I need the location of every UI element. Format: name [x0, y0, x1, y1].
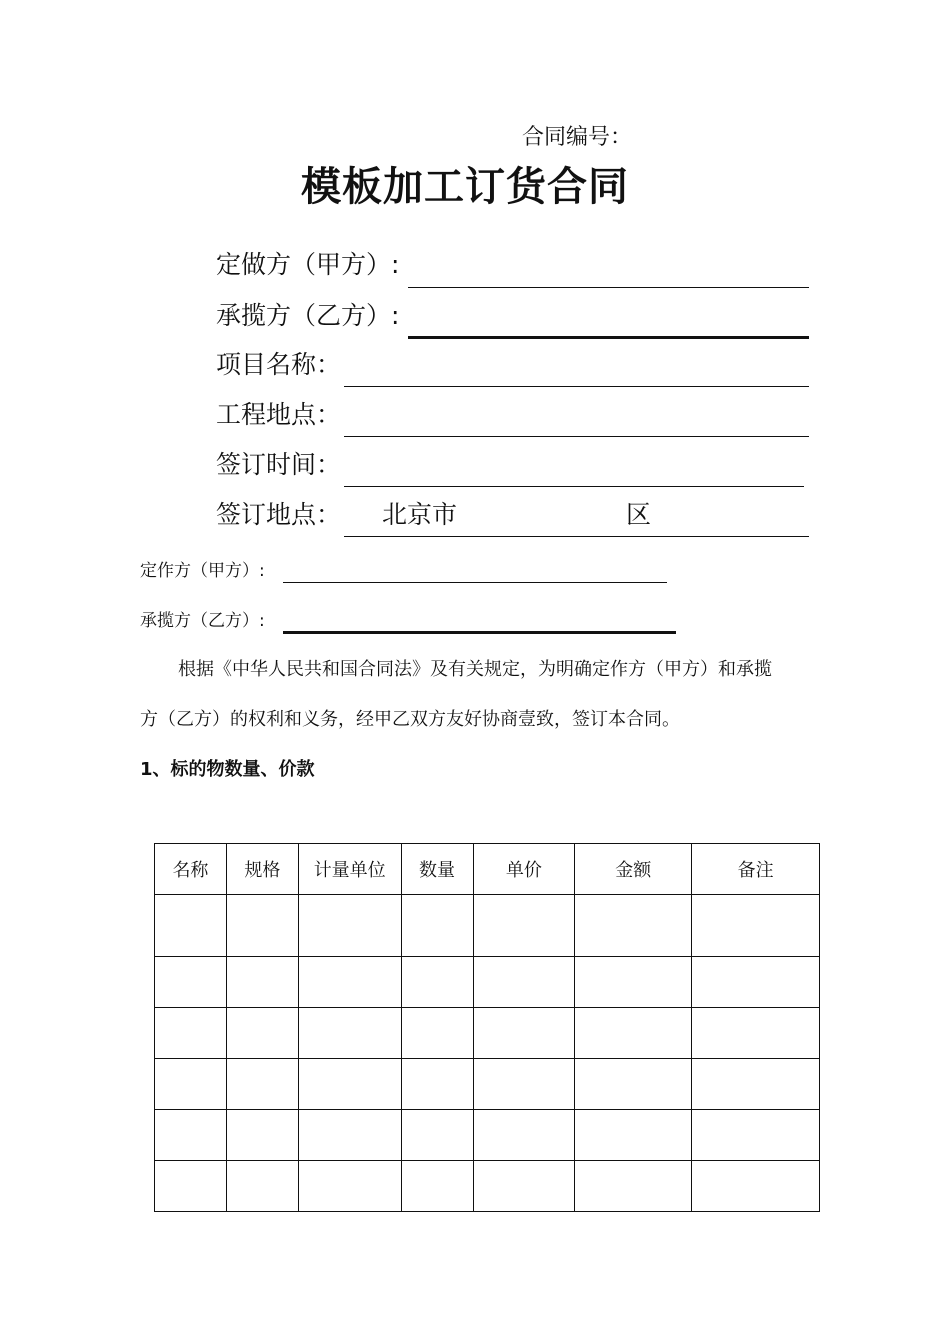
table-cell[interactable]: [226, 1059, 298, 1110]
table-cell[interactable]: [401, 1110, 473, 1161]
table-cell[interactable]: [575, 1059, 692, 1110]
field-label-site: 工程地点：: [216, 400, 342, 429]
intro-line-2: 方（乙方）的权利和义务，经甲乙双方友好协商壹致，签订本合同。: [140, 709, 680, 730]
table-header-row: [155, 844, 820, 895]
table-row: [155, 895, 820, 957]
table-cell[interactable]: [155, 895, 227, 957]
page-title: [0, 155, 950, 212]
table-cell[interactable]: [401, 1059, 473, 1110]
table-cell[interactable]: [155, 1008, 227, 1059]
table-row: [155, 957, 820, 1008]
table-header-quantity: 数量: [401, 844, 473, 895]
field-line-sign-place[interactable]: [344, 536, 809, 537]
table-cell[interactable]: [473, 895, 575, 957]
table-cell[interactable]: [473, 1008, 575, 1059]
table-cell[interactable]: [401, 1161, 473, 1212]
table-cell[interactable]: [692, 957, 820, 1008]
field-label-project-name: 项目名称：: [216, 350, 342, 379]
field-line-party-b[interactable]: [408, 336, 809, 339]
field-label-sign-date: 签订时间：: [216, 450, 342, 479]
table-cell[interactable]: [692, 1110, 820, 1161]
table-row: [155, 1110, 820, 1161]
field-line-sign-date[interactable]: [344, 486, 804, 487]
table-cell[interactable]: [575, 1161, 692, 1212]
table-header-amount: 金额: [575, 844, 692, 895]
field-line-site[interactable]: [344, 436, 809, 437]
table-cell[interactable]: [692, 1008, 820, 1059]
party-a-line[interactable]: [283, 582, 667, 583]
table-cell[interactable]: [298, 895, 401, 957]
sign-place-city: 北京市: [382, 500, 458, 529]
table-header-remarks: 备注: [692, 844, 820, 895]
table-cell[interactable]: [575, 895, 692, 957]
table-header-spec: 规格: [226, 844, 298, 895]
items-table: [154, 843, 820, 1212]
intro-line-1: 根据《中华人民共和国合同法》及有关规定，为明确定作方（甲方）和承揽: [178, 659, 772, 680]
table-cell[interactable]: [226, 1161, 298, 1212]
party-b-line[interactable]: [283, 631, 676, 634]
table-row: [155, 1161, 820, 1212]
sign-place-district: 区: [626, 500, 652, 529]
table-header-unit: 计量单位: [298, 844, 401, 895]
table-cell[interactable]: [575, 1008, 692, 1059]
field-label-party-b: 承揽方（乙方）:: [216, 301, 400, 330]
field-label-party-a: 定做方（甲方）:: [216, 250, 400, 279]
party-b-label: 承揽方（乙方）:: [140, 611, 265, 631]
table-cell[interactable]: [226, 957, 298, 1008]
table-cell[interactable]: [298, 1110, 401, 1161]
table-cell[interactable]: [473, 1161, 575, 1212]
table-cell[interactable]: [155, 957, 227, 1008]
table-cell[interactable]: [401, 895, 473, 957]
table-cell[interactable]: [575, 1110, 692, 1161]
table-cell[interactable]: [226, 1110, 298, 1161]
table-header-unit-price: 单价: [473, 844, 575, 895]
contract-number-label: 合同编号：: [522, 125, 633, 150]
table-header-name: 名称: [155, 844, 227, 895]
table-cell[interactable]: [298, 957, 401, 1008]
table-cell[interactable]: [692, 895, 820, 957]
table-cell[interactable]: [155, 1059, 227, 1110]
field-line-party-a[interactable]: [408, 287, 809, 288]
table-cell[interactable]: [298, 1161, 401, 1212]
table-cell[interactable]: [473, 1110, 575, 1161]
table-cell[interactable]: [298, 1059, 401, 1110]
field-label-sign-place: 签订地点：: [216, 500, 342, 529]
table-cell[interactable]: [298, 1008, 401, 1059]
table-cell[interactable]: [473, 1059, 575, 1110]
table-cell[interactable]: [401, 957, 473, 1008]
table-row: [155, 1008, 820, 1059]
table-row: [155, 1059, 820, 1110]
table-cell[interactable]: [692, 1161, 820, 1212]
table-cell[interactable]: [575, 957, 692, 1008]
table-cell[interactable]: [155, 1110, 227, 1161]
page-title-text: 模板加工订货合同: [301, 164, 629, 210]
table-cell[interactable]: [226, 895, 298, 957]
table-cell[interactable]: [692, 1059, 820, 1110]
party-a-label: 定作方（甲方）:: [140, 561, 265, 581]
table-cell[interactable]: [226, 1008, 298, 1059]
table-cell[interactable]: [473, 957, 575, 1008]
table-cell[interactable]: [155, 1161, 227, 1212]
field-line-project-name[interactable]: [344, 386, 809, 387]
section-1-heading: 1、标的物数量、价款: [140, 759, 315, 780]
table-cell[interactable]: [401, 1008, 473, 1059]
